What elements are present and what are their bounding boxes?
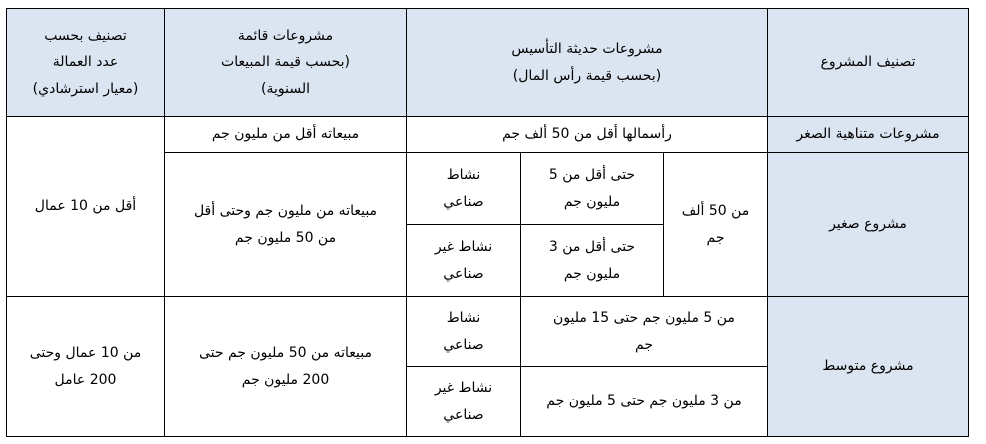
small-industrial-capital-cell [521, 153, 664, 225]
medium-industrial-capital-cell [521, 297, 768, 367]
medium-industrial-activity-cell [407, 297, 521, 367]
small-capital-from: من 50 ألف جم [681, 202, 750, 246]
header-labor-cell [7, 9, 165, 117]
small-sales: مبيعاته من مليون جم وحتى أقل من 50 مليون جم [193, 202, 378, 246]
small-nonindustrial-activity-cell [407, 225, 521, 297]
micro-capital-cell [407, 117, 768, 153]
header-row [7, 9, 969, 117]
medium-industrial-activity: نشاط صناعي [443, 309, 484, 353]
small-label: مشروع صغير [829, 216, 907, 233]
medium-sales: مبيعاته من 50 مليون جم حتى 200 مليون جم [198, 344, 372, 388]
small-labor-cell [7, 117, 165, 297]
medium-nonindustrial-activity-cell [407, 367, 521, 437]
small-sales-cell [165, 153, 407, 297]
header-classification: تصنيف المشروع [820, 54, 916, 71]
small-nonindustrial-activity: نشاط غير صناعي [434, 238, 493, 282]
small-capital-from-cell [664, 153, 768, 297]
medium-labor: من 10 عمال وحتى 200 عامل [29, 344, 142, 388]
small-nonindustrial-capital: حتى أقل من 3 مليون جم [548, 238, 636, 282]
classification-table [6, 8, 969, 437]
small-nonindustrial-capital-cell [521, 225, 664, 297]
micro-label-cell [768, 117, 969, 153]
micro-sales-cell [165, 117, 407, 153]
header-labor: تصنيف بحسب عدد العمالة (معيار استرشادي) [32, 27, 139, 97]
small-label-cell [768, 153, 969, 297]
micro-sales: مبيعاته أقل من مليون جم [211, 126, 360, 143]
medium-sales-cell [165, 297, 407, 437]
small-industrial-capital: حتى أقل من 5 مليون جم [548, 166, 636, 210]
medium-industrial-capital: من 5 مليون جم حتى 15 مليون جم [553, 309, 735, 353]
header-new-projects-cell [407, 9, 768, 117]
small-labor: أقل من 10 عمال [34, 198, 137, 215]
small-industrial-activity: نشاط صناعي [443, 166, 484, 210]
header-new-projects: مشروعات حديثة التأسيس (بحسب قيمة رأس المال) [511, 40, 663, 84]
medium-label-cell [768, 297, 969, 437]
micro-label: مشروعات متناهية الصغر [796, 126, 940, 143]
medium-nonindustrial-activity: نشاط غير صناعي [434, 379, 493, 423]
medium-label: مشروع متوسط [822, 358, 914, 375]
medium-industrial-row [7, 297, 969, 367]
micro-row [7, 117, 969, 153]
small-industrial-activity-cell [407, 153, 521, 225]
micro-capital: رأسمالها أقل من 50 ألف جم [502, 126, 672, 143]
medium-labor-cell [7, 297, 165, 437]
header-existing-projects: مشروعات قائمة (بحسب قيمة المبيعات السنوية) [221, 27, 350, 97]
header-classification-cell [768, 9, 969, 117]
medium-nonindustrial-capital-cell [521, 367, 768, 437]
header-existing-projects-cell [165, 9, 407, 117]
medium-nonindustrial-capital: من 3 مليون جم حتى 5 مليون جم [546, 393, 742, 410]
